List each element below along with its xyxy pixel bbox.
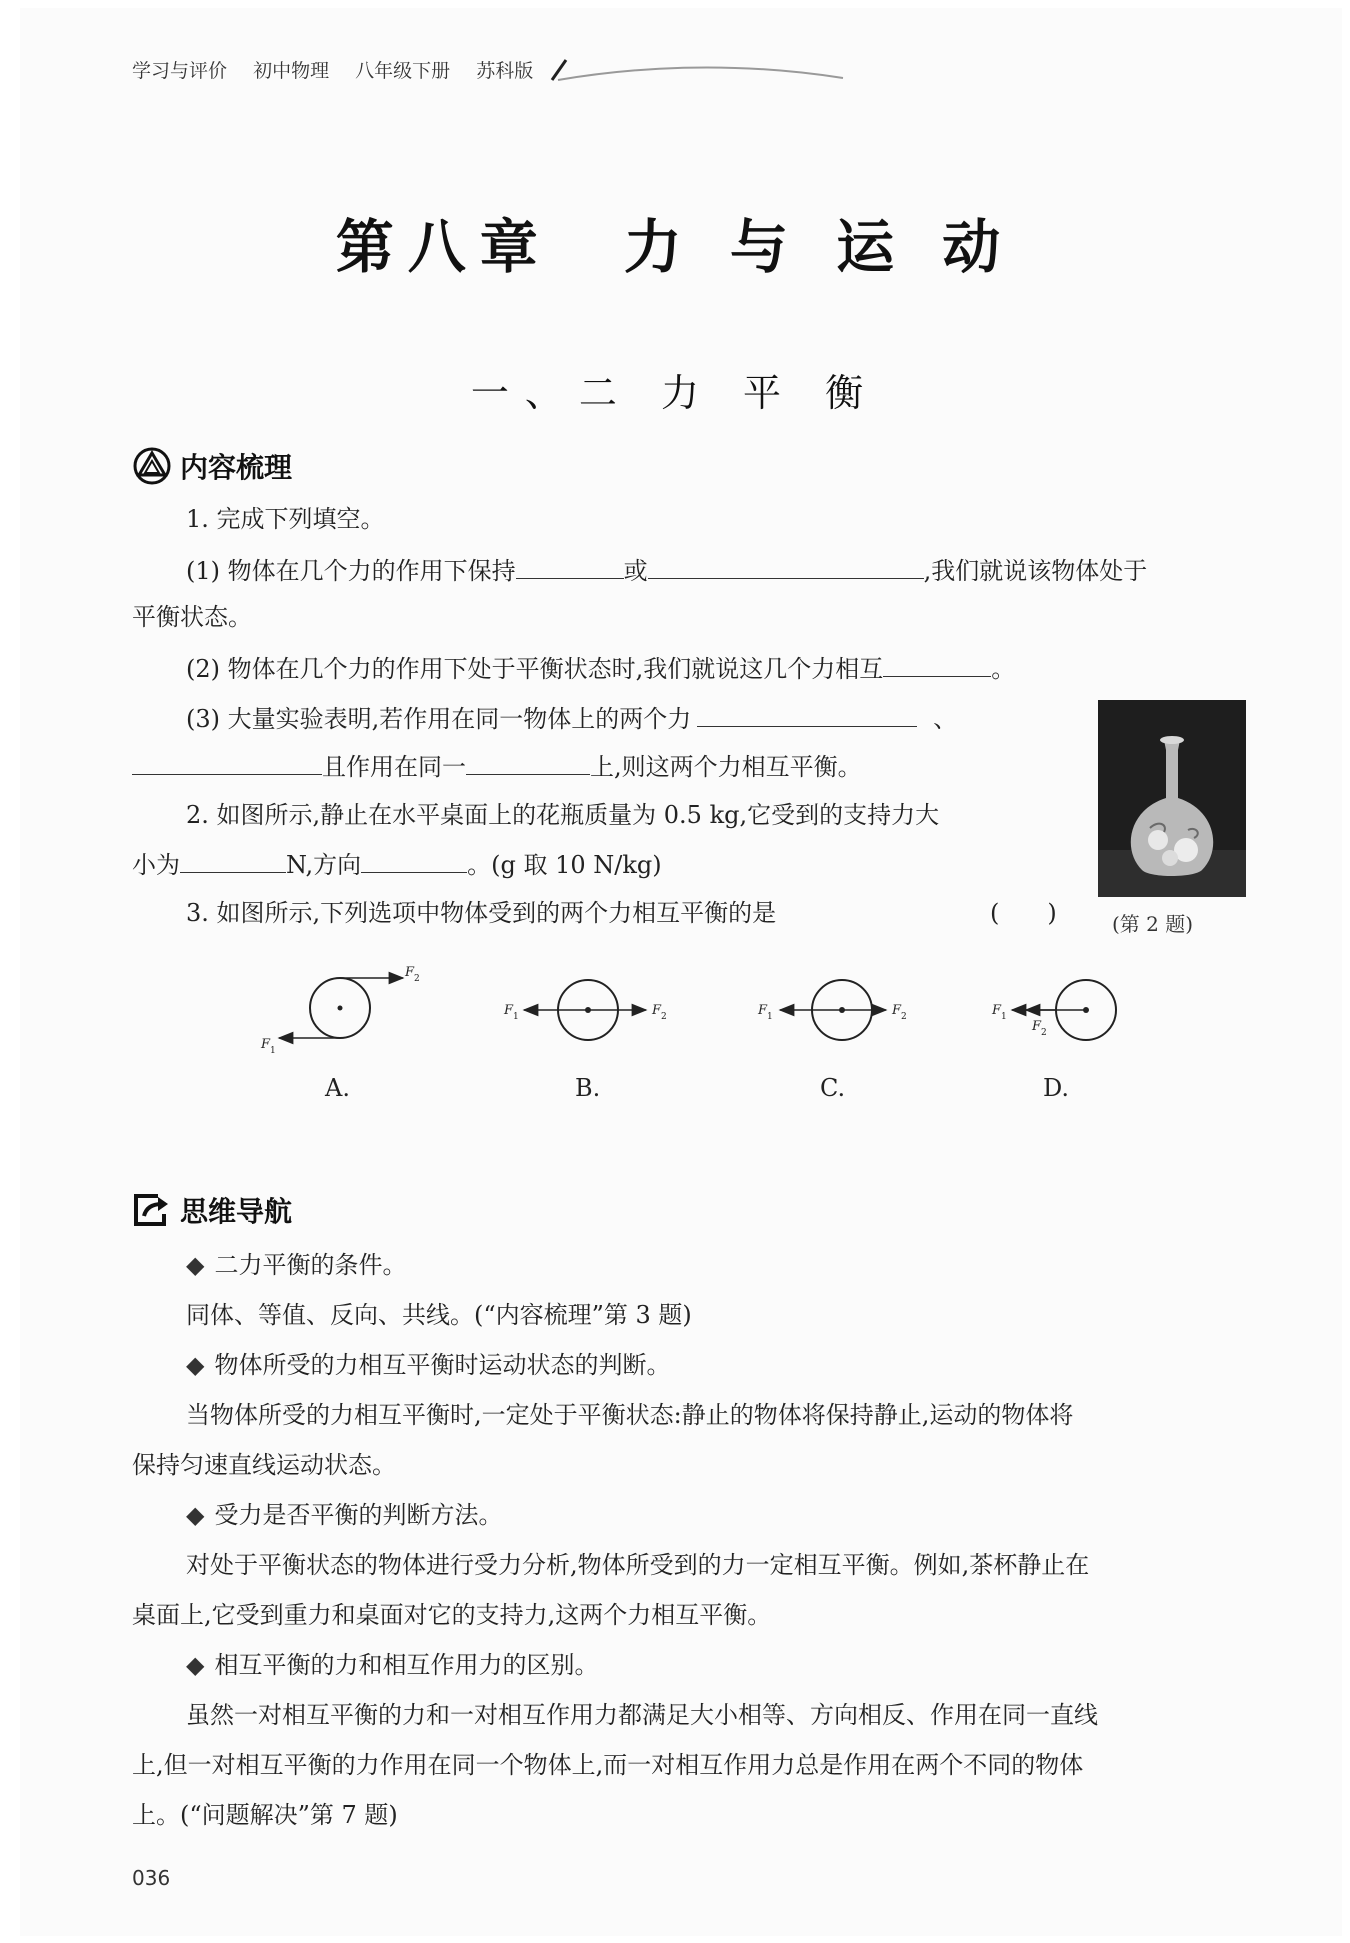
label-f2: F bbox=[652, 1003, 662, 1018]
q1-3-blank-2[interactable] bbox=[132, 748, 322, 775]
q1-3-cont bbox=[132, 748, 862, 784]
label-f1-sub: 1 bbox=[513, 1012, 519, 1022]
header-level: 初中物理 bbox=[253, 60, 330, 82]
option-a-diagram bbox=[255, 960, 435, 1060]
photo-caption: (第 2 题) bbox=[1112, 912, 1194, 936]
label-f2-sub: 2 bbox=[414, 974, 420, 984]
guide-point-2-body-2: 保持匀速直线运动状态。 bbox=[132, 1451, 396, 1479]
label-f2: F bbox=[1032, 1019, 1042, 1034]
label-f1: F bbox=[504, 1003, 514, 1018]
q1-1-text-c: ,我们就说该物体处于 bbox=[923, 557, 1148, 585]
guide-point-3-body-2: 桌面上,它受到重力和桌面对它的支持力,这两个力相互平衡。 bbox=[132, 1601, 772, 1629]
q1-1-text-a: (1) 物体在几个力的作用下保持 bbox=[186, 557, 516, 585]
label-f1-sub: 1 bbox=[767, 1012, 773, 1022]
vase-icon bbox=[1098, 700, 1246, 897]
guide-point-1 bbox=[186, 1248, 406, 1282]
label-f1-sub: 1 bbox=[1001, 1012, 1007, 1022]
header-edition: 苏科版 bbox=[476, 60, 534, 82]
option-d-label[interactable]: D. bbox=[1043, 1074, 1070, 1102]
diamond-bullet-icon: ◆ bbox=[186, 1351, 205, 1379]
q1-3-text-a: (3) 大量实验表明,若作用在同一物体上的两个力 bbox=[186, 705, 692, 733]
option-c-diagram bbox=[752, 960, 932, 1060]
q1-1-line bbox=[186, 552, 1147, 588]
label-f1: F bbox=[992, 1003, 1002, 1018]
q1-2-text-a: (2) 物体在几个力的作用下处于平衡状态时,我们就说这几个力相互 bbox=[186, 655, 884, 683]
guide-point-4-body-2: 上,但一对相互平衡的力作用在同一个物体上,而一对相互作用力总是作用在两个不同的物体 bbox=[132, 1751, 1084, 1779]
option-d-diagram bbox=[982, 960, 1132, 1060]
guide-point-1-title: 二力平衡的条件。 bbox=[214, 1251, 407, 1279]
guide-point-1-body: 同体、等值、反向、共线。(“内容梳理”第 3 题) bbox=[186, 1301, 692, 1329]
arrow-box-icon bbox=[132, 1192, 172, 1228]
guide-point-4 bbox=[186, 1648, 598, 1682]
content-review-heading bbox=[132, 446, 292, 486]
vase-photo bbox=[1098, 700, 1246, 897]
label-f2-sub: 2 bbox=[901, 1012, 907, 1022]
chapter-title: 第八章 力 与 运 动 bbox=[335, 213, 1015, 281]
thinking-guide-heading bbox=[132, 1190, 292, 1230]
q1-intro: 1. 完成下列填空。 bbox=[186, 505, 385, 533]
running-header bbox=[132, 56, 553, 83]
header-grade: 八年级下册 bbox=[355, 60, 451, 82]
q2-blank-2[interactable] bbox=[361, 846, 467, 873]
option-b-label[interactable]: B. bbox=[575, 1074, 601, 1102]
q1-3-text-b: 、 bbox=[933, 705, 958, 733]
q1-2-text-b: 。 bbox=[991, 655, 1016, 683]
q1-3-blank-3[interactable] bbox=[466, 748, 590, 775]
q1-1-text-b: 或 bbox=[623, 557, 648, 585]
q1-1-blank-2[interactable] bbox=[648, 552, 924, 579]
label-f2: F bbox=[892, 1003, 902, 1018]
q1-2-line bbox=[186, 650, 1015, 686]
label-f1: F bbox=[758, 1003, 768, 1018]
q3-answer-paren[interactable]: ( ) bbox=[990, 899, 1057, 927]
q2-text-b: 小为 bbox=[132, 851, 180, 879]
q1-3-blank-1[interactable] bbox=[697, 700, 917, 727]
label-f1-sub: 1 bbox=[270, 1046, 276, 1056]
q1-3-text-c: 且作用在同一 bbox=[322, 753, 466, 781]
pen-swoosh-icon bbox=[548, 56, 848, 86]
q1-2-blank[interactable] bbox=[883, 650, 991, 677]
header-series: 学习与评价 bbox=[132, 60, 228, 82]
option-b-diagram bbox=[500, 960, 690, 1060]
guide-point-3 bbox=[186, 1498, 502, 1532]
q1-3-line bbox=[186, 700, 957, 736]
q2-text-c: N,方向 bbox=[286, 851, 362, 879]
diamond-bullet-icon: ◆ bbox=[186, 1501, 205, 1529]
label-f1: F bbox=[261, 1037, 271, 1052]
guide-point-2-body-1: 当物体所受的力相互平衡时,一定处于平衡状态:静止的物体将保持静止,运动的物体将 bbox=[186, 1401, 1074, 1429]
label-f2-sub: 2 bbox=[661, 1012, 667, 1022]
option-a-label[interactable]: A. bbox=[325, 1074, 350, 1102]
label-f2: F bbox=[405, 965, 415, 980]
q2-cont bbox=[132, 846, 662, 882]
diamond-bullet-icon: ◆ bbox=[186, 1251, 205, 1279]
q2-text-d: 。(g 取 10 N/kg) bbox=[467, 851, 662, 879]
guide-point-4-body-3: 上。(“问题解决”第 7 题) bbox=[132, 1801, 398, 1829]
triangle-circle-icon bbox=[132, 446, 172, 486]
page-number: 036 bbox=[132, 1866, 171, 1890]
label-f2-sub: 2 bbox=[1041, 1028, 1047, 1038]
guide-point-4-body-1: 虽然一对相互平衡的力和一对相互作用力都满足大小相等、方向相反、作用在同一直线 bbox=[186, 1701, 1098, 1729]
guide-point-3-title: 受力是否平衡的判断方法。 bbox=[214, 1501, 503, 1529]
q3-line: 3. 如图所示,下列选项中物体受到的两个力相互平衡的是 bbox=[186, 899, 777, 927]
q1-1-cont: 平衡状态。 bbox=[132, 603, 252, 631]
q1-1-blank-1[interactable] bbox=[516, 552, 624, 579]
q2-line: 2. 如图所示,静止在水平桌面上的花瓶质量为 0.5 kg,它受到的支持力大 bbox=[186, 801, 940, 829]
section-title: 一、二 力 平 衡 bbox=[470, 371, 880, 415]
q2-blank-1[interactable] bbox=[180, 846, 286, 873]
guide-point-2-title: 物体所受的力相互平衡时运动状态的判断。 bbox=[214, 1351, 671, 1379]
diamond-bullet-icon: ◆ bbox=[186, 1651, 205, 1679]
q1-3-text-d: 上,则这两个力相互平衡。 bbox=[590, 753, 862, 781]
guide-point-4-title: 相互平衡的力和相互作用力的区别。 bbox=[214, 1651, 599, 1679]
guide-point-3-body-1: 对处于平衡状态的物体进行受力分析,物体所受到的力一定相互平衡。例如,茶杯静止在 bbox=[186, 1551, 1090, 1579]
option-c-label[interactable]: C. bbox=[820, 1074, 846, 1102]
guide-point-2 bbox=[186, 1348, 670, 1382]
thinking-guide-title: 思维导航 bbox=[180, 1195, 293, 1228]
content-review-title: 内容梳理 bbox=[180, 451, 293, 484]
